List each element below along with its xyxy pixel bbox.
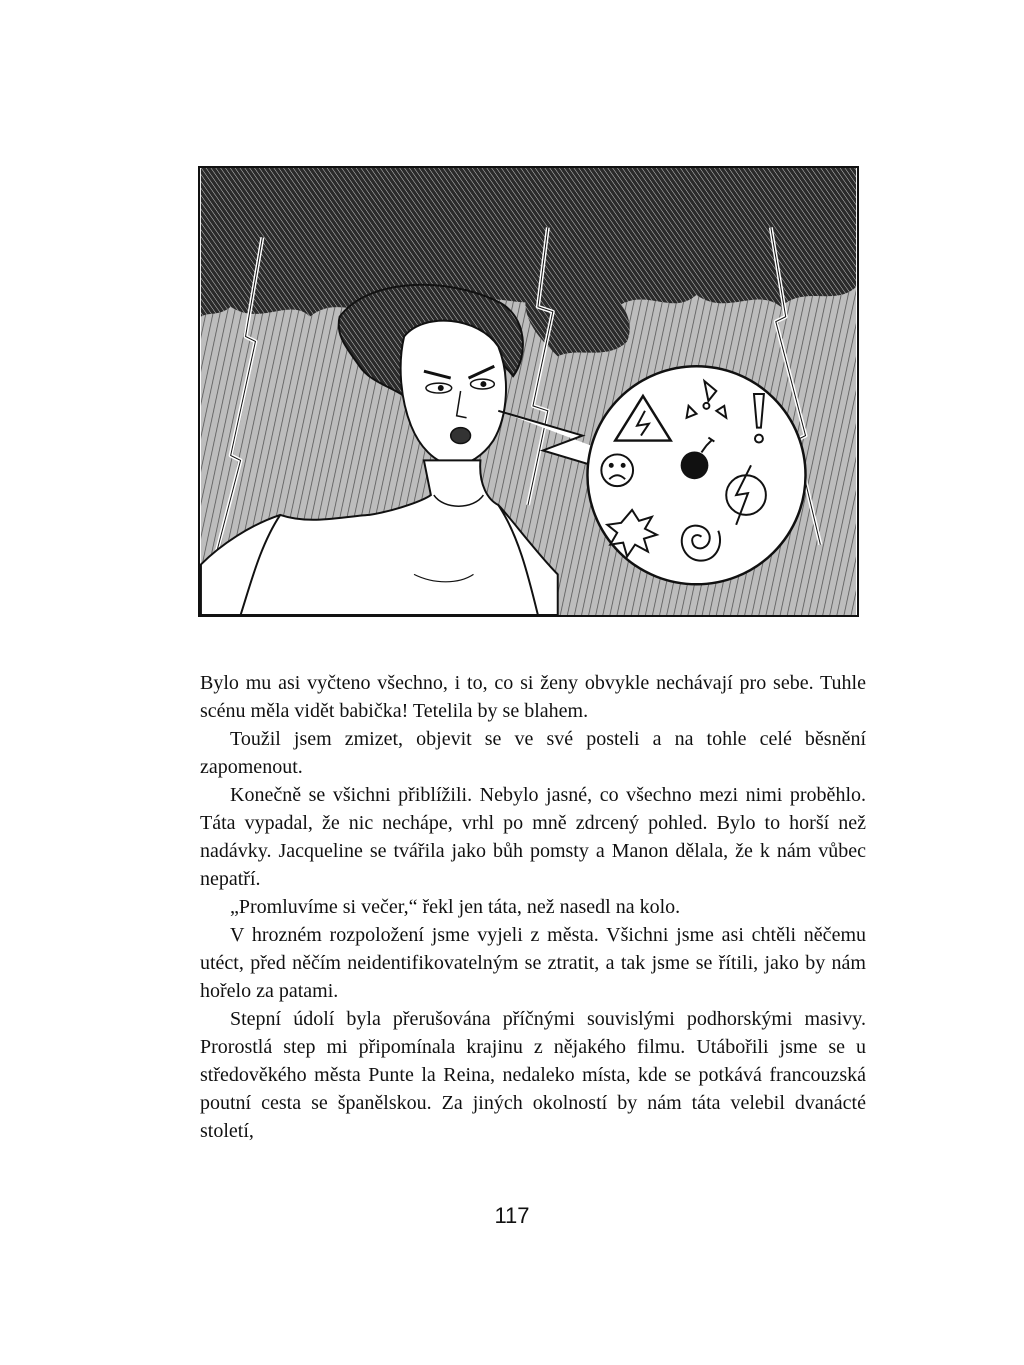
exclamation-icon (754, 394, 764, 443)
illustration (198, 166, 859, 617)
body-text (200, 669, 866, 1145)
paragraph: Konečně se všichni přiblížili. Nebylo jasné, co všechno mezi nimi proběhlo. Táta vypadal, že nic nechápe, vrhl po mně zdrcený pohled. Bylo to horší než nadávky. Jacqueline se tvářila jako bůh pomsty a Manon dělala, že k nám vůbec nepatří. (200, 784, 866, 890)
page-number: 117 (494, 1203, 530, 1228)
paragraph: Bylo mu asi vyčteno všechno, i to, co si ženy obvykle nechávají pro sebe. Tuhle scénu měla vidět babička! Tetelila by se blahem. (200, 672, 866, 722)
paragraph: „Promluvíme si večer,“ řekl jen táta, než nasedl na kolo. (230, 896, 681, 918)
paragraph: Stepní údolí byla přerušována příčnými souvislými podhorskými masivy. Prorostlá step mi připomínala krajinu z nějakého filmu. Utábořili jsme se u středověkého města Punte la Reina, nedaleko místa, kde se potkává francouzská poutní cesta se španělskou. Za jiných okolností by nám táta velebil dvanácté století, (200, 1008, 866, 1142)
paragraph: V hrozném rozpoložení jsme vyjeli z města. Všichni jsme asi chtěli něčemu utéct, před něčím neidentifikovatelným se ztratit, a tak jsme se řítili, jako by nám hořelo za patami. (200, 924, 866, 1002)
paragraph: Toužil jsem zmizet, objevit se ve své posteli a na tohle celé běsnění zapomenout. (200, 728, 866, 778)
